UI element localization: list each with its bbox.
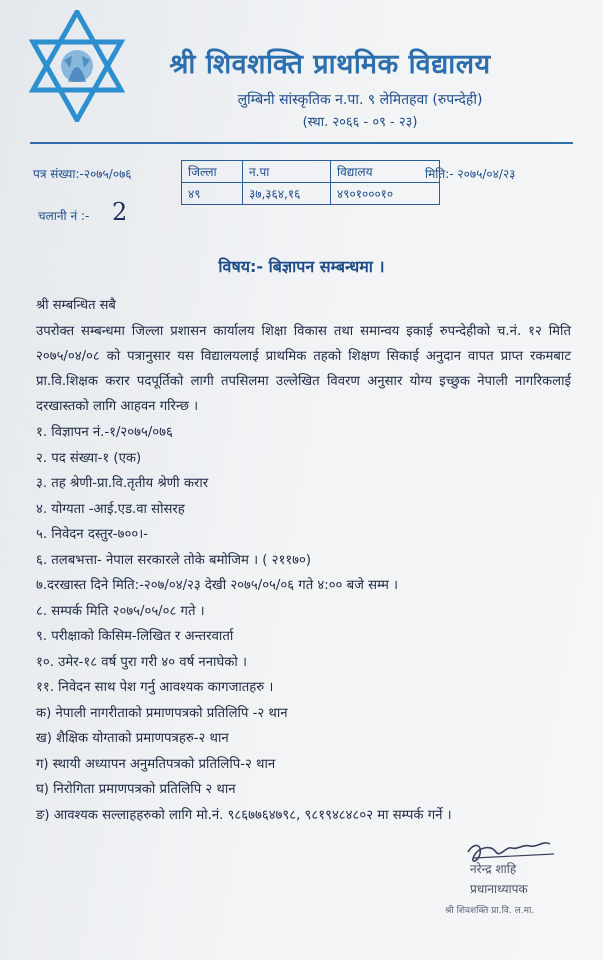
dispatch-number-handwritten: 2 (112, 198, 128, 226)
dispatch-number-label: चलानी नं :- (38, 209, 90, 223)
establishment-date: (स्था. २०६६ - ०९ - २३) (302, 115, 418, 130)
list-item: ख) शैक्षिक योग्ताको प्रमाणपत्रहरु-२ थान (36, 731, 229, 746)
code-table-value-municipality: ३७,३६४,१६ (243, 183, 331, 205)
details-list (36, 420, 576, 828)
code-table-value-row (182, 183, 440, 205)
list-item: ३. तह श्रेणी-प्रा.वि.तृतीय श्रेणी करार (36, 476, 209, 491)
body-paragraph: उपरोक्त सम्बन्धमा जिल्ला प्रशासन कार्यालय शिक्षा विकास तथा समान्वय इकाई रुपन्देहीको च.नं. १२ मिति २०७५/०४/०८ को पत्रानुसार यस विद्यालयलाई प्राथमिक तहको शिक्षण सिकाई अनुदान वापत प्राप्त रकमबाट प्रा.वि.शिक्षक करार पदपूर्तिको लागी तपसिलमा उल्लेखित विवरण अनुसार योग्य इच्छुक नेपाली नागरिकलाई दरखास्तको लागि आहवन गरिन्छ । (36, 324, 571, 414)
addressee: श्री सम्बन्धित सबै (36, 298, 116, 313)
list-item: घ) निरोगिता प्रमाणपत्रको प्रतिलिपि २ थान (36, 782, 236, 797)
list-item: ६. तलबभत्ता- नेपाल सरकारले तोके बमोजिम । ( २११७०) (36, 552, 312, 568)
list-item: ५. निवेदन दस्तुर-७००।- (36, 527, 148, 542)
list-item: ८. सम्पर्क मिति २०७५/०५/०८ गते । (36, 603, 205, 619)
list-item: ११. निवेदन साथ पेश गर्नु आवश्यक कागजातहरु । (36, 680, 274, 695)
code-table-header-school: विद्यालय (331, 161, 440, 183)
code-table-header-district: जिल्ला (182, 161, 243, 183)
signatory-name: नरेन्द्र शाहि (470, 862, 517, 876)
letter-number: पत्र संख्या:-२०७५/०७६ (33, 167, 132, 181)
list-item: ४. योग्यता -आई.एड.वा सोसरह (36, 501, 185, 517)
school-name: श्री शिवशक्ति प्राथमिक विद्यालय (169, 49, 491, 80)
list-item: २. पद संख्या-१ (एक) (36, 450, 142, 466)
header-divider (30, 142, 573, 144)
list-item: ७.दरखास्त दिने मिति:-२०७/०४/२३ देखी २०७५/०५/०६ गते ४:०० बजे सम्म । (36, 578, 399, 593)
list-item: ङ) आवश्यक सल्लाहहरुको लागि मो.नं. ९८६७७६४७९८, ९८१९४८४८०२ मा सम्पर्क गर्ने । (36, 807, 452, 823)
school-logo-icon (28, 10, 126, 122)
list-item: ९. परीक्षाको किसिम-लिखित र अन्तरवार्ता (36, 629, 234, 644)
list-item: ग) स्थायी अध्यापन अनुमतिपत्रको प्रतिलिपि-२ थान (36, 756, 276, 772)
school-address: लुम्बिनी सांस्कृतिक न.पा. ९ लेमितहवा (रुपन्देही) (237, 92, 483, 108)
letter-date: मिति:- २०७५/०४/२३ (425, 167, 516, 181)
code-table-value-district: ४९ (182, 183, 243, 205)
official-seal-text: श्री शिवशक्ति प्रा.वि. ल.मा. (445, 906, 535, 916)
signatory-title: प्रधानाध्यापक (470, 882, 528, 896)
code-table-value-school: ४९०१०००१० (331, 183, 440, 205)
list-item: १०. उमेर-१८ वर्ष पुरा गरी ४० वर्ष ननाघेको । (36, 654, 247, 670)
code-table-header-municipality: न.पा (243, 161, 331, 183)
list-item: क) नेपाली नागरीताको प्रमाणपत्रको प्रतिलिपि -२ थान (36, 705, 288, 721)
school-code-table (181, 160, 440, 205)
subject-line: विषय:- बिज्ञापन सम्बन्धमा । (218, 257, 385, 276)
code-table-header-row (182, 161, 440, 183)
list-item: १. विज्ञापन नं.-१/२०७५/०७६ (36, 425, 173, 440)
